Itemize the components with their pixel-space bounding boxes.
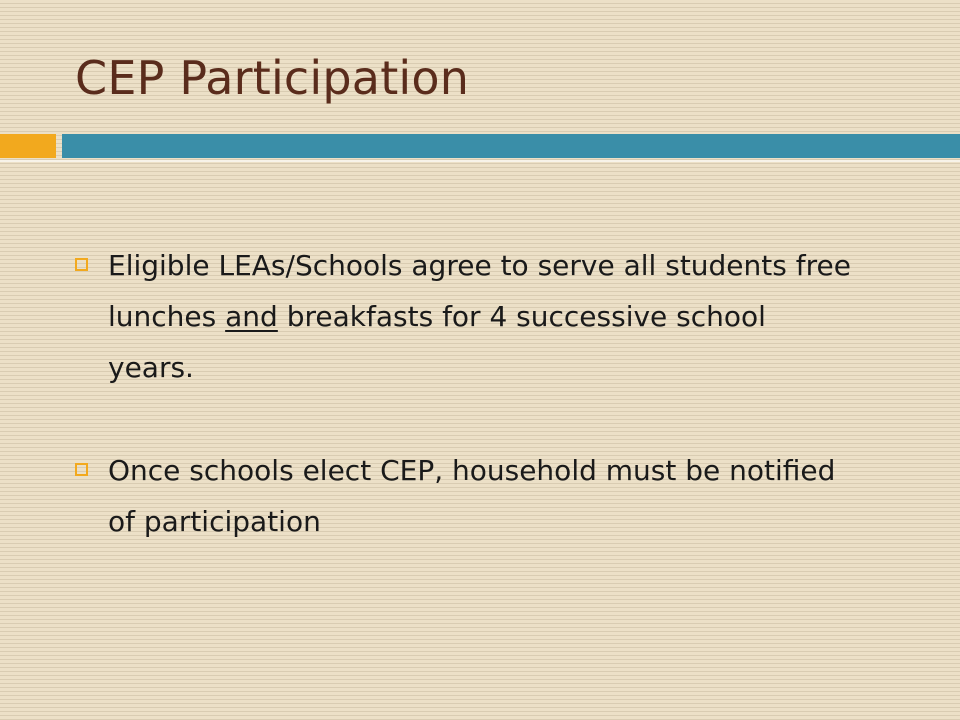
bullet-text-part: Eligible LEAs/Schools agree to serve all students free lunches	[108, 249, 851, 333]
bullet-item-eligibility	[75, 240, 855, 393]
bullet-item-notification	[75, 445, 855, 547]
title-divider-line	[0, 160, 960, 162]
bullet-list	[75, 240, 855, 599]
square-bullet-icon	[75, 258, 88, 271]
square-bullet-icon	[75, 463, 88, 476]
bullet-text: Once schools elect CEP, household must be notified of participation	[108, 454, 836, 538]
bullet-underlined-word: and	[225, 300, 278, 333]
title-accent-bar-teal	[62, 134, 960, 158]
bullet-text-part: breakfasts for 4 successive school years.	[108, 300, 766, 384]
title-accent-bar-orange	[0, 134, 56, 158]
slide-title: CEP Participation	[75, 51, 470, 105]
